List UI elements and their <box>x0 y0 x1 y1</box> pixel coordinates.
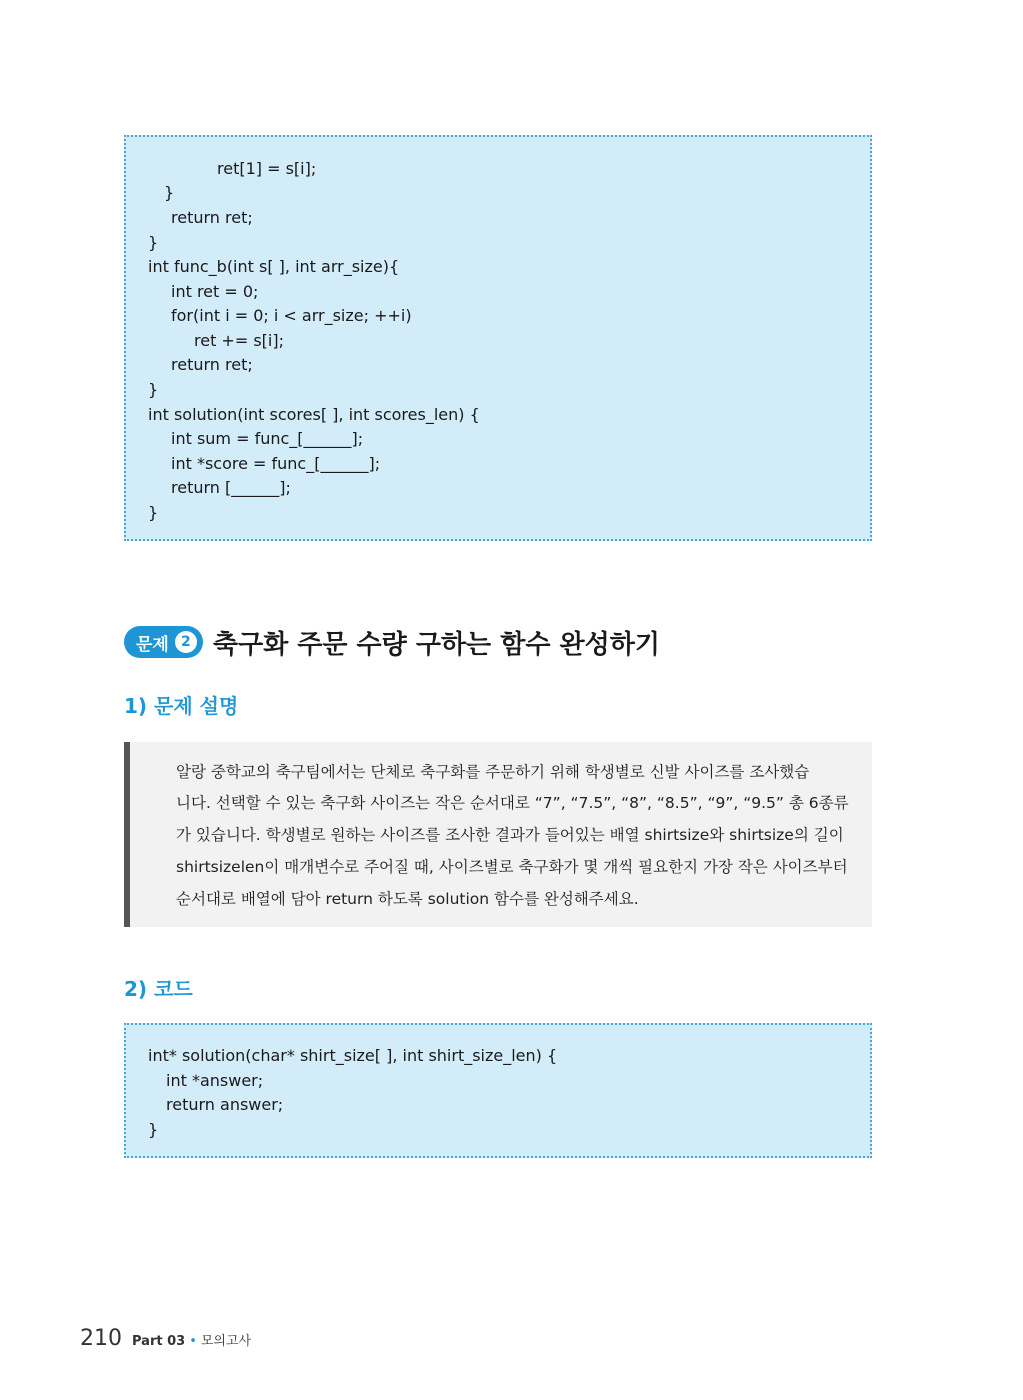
code-line: int ret = 0; <box>171 282 259 301</box>
section-heading-description: 1) 문제 설명 <box>124 694 239 718</box>
description-box <box>124 742 872 927</box>
description-line: 알랑 중학교의 축구팀에서는 단체로 축구화를 주문하기 위해 학생별로 신발 사이즈를 조사했습 <box>176 763 810 781</box>
problem-header <box>124 622 660 662</box>
code-line: ret[1] = s[i]; <box>217 159 317 178</box>
code-line: ret += s[i]; <box>194 331 284 350</box>
code-line: int sum = func_[______]; <box>171 429 364 448</box>
problem-badge-label: 문제 <box>136 634 169 655</box>
separator-dot-icon: • <box>189 1334 197 1349</box>
page-footer <box>80 1326 251 1351</box>
problem-number-badge: 2 <box>175 631 197 653</box>
part-title: 모의고사 <box>200 1334 252 1349</box>
section-heading-code: 2) 코드 <box>124 977 193 1001</box>
code-line: for(int i = 0; i < arr_size; ++i) <box>171 306 412 325</box>
code-line: return answer; <box>166 1095 284 1114</box>
problem-badge <box>124 626 203 658</box>
code-block-1 <box>124 135 872 541</box>
code-line: } <box>164 183 175 202</box>
description-line: shirtsizelen이 매개변수로 주어질 때, 사이즈별로 축구화가 몇 개씩 필요한지 가장 작은 사이즈부터 <box>176 858 848 876</box>
description-line: 가 있습니다. 학생별로 원하는 사이즈를 조사한 결과가 들어있는 배열 shirtsize와 shirtsize의 길이 <box>176 826 844 844</box>
code-line: return ret; <box>171 208 253 227</box>
code-line: return ret; <box>171 355 253 374</box>
problem-title: 축구화 주문 수량 구하는 함수 완성하기 <box>212 629 660 660</box>
code-line: } <box>148 503 159 522</box>
code-line: int *answer; <box>166 1071 264 1090</box>
code-line: int *score = func_[______]; <box>171 454 381 473</box>
code-line: int solution(int scores[ ], int scores_len) { <box>148 405 480 424</box>
code-line: return [______]; <box>171 478 291 497</box>
code-line: int func_b(int s[ ], int arr_size){ <box>148 257 400 276</box>
description-line: 순서대로 배열에 담아 return 하도록 solution 함수를 완성해주세요. <box>176 890 639 908</box>
part-label: Part 03 <box>132 1334 186 1349</box>
page-number: 210 <box>80 1326 122 1351</box>
code-line: } <box>148 1120 159 1139</box>
code-block-2 <box>124 1023 872 1158</box>
code-line: } <box>148 233 159 252</box>
description-line: 니다. 선택할 수 있는 축구화 사이즈는 작은 순서대로 “7”, “7.5”, “8”, “8.5”, “9”, “9.5” 총 6종류 <box>176 794 849 812</box>
code-line: int* solution(char* shirt_size[ ], int shirt_size_len) { <box>148 1046 558 1065</box>
code-line: } <box>148 380 159 399</box>
